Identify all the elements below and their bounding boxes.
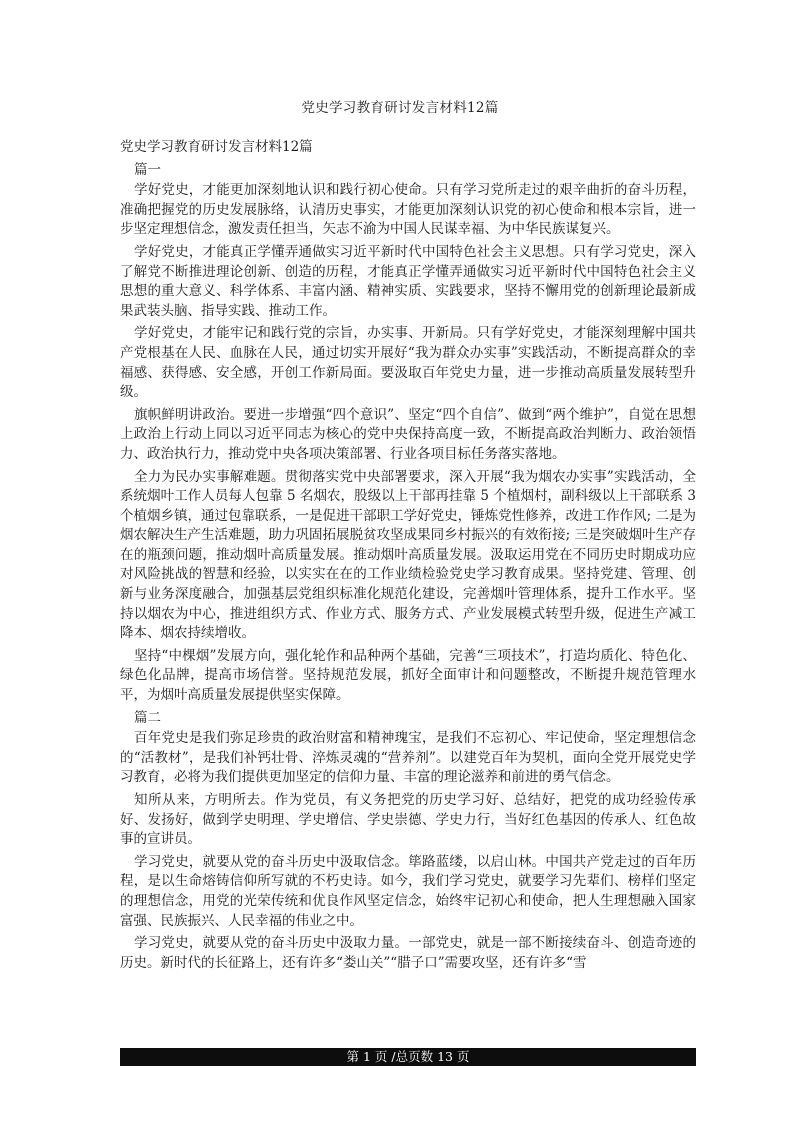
paragraph: 旗帜鲜明讲政治。要进一步增强“四个意识”、坚定“四个自信”、做到“两个维护”，自觉在思想上政治上行动上同以习近平同志为核心的党中央保持高度一致，不断提高政治判断力、政治领悟力、政治执行力，推动党中央各项决策部署、行业各项目标任务落实落地。 [120,406,696,462]
paragraph: 知所从来，方明所去。作为党员，有义务把党的历史学习好、总结好，把党的成功经验传承好、发扬好，做到学史明理、学史增信、学史崇德、学史力行，当好红色基因的传承人、红色故事的宣讲员。 [120,792,696,848]
document-body [120,138,696,976]
paragraph: 学习党史，就要从党的奋斗历史中汲取信念。筚路蓝缕，以启山林。中国共产党走过的百年历程，是以生命熔铸信仰所写就的不朽史诗。如今，我们学习党史，就要学习先辈们、榜样们坚定的理想信念，用党的光荣传统和优良作风坚定信念，始终牢记初心和使命，把人生理想融入国家富强、民族振兴、人民幸福的伟业之中。 [120,853,696,929]
paragraph: 学好党史，才能牢记和践行党的宗旨，办实事、开新局。只有学好党史，才能深刻理解中国共产党根基在人民、血脉在人民，通过切实开展好“我为群众办实事”实践活动，不断提高群众的幸福感、获得感、安全感，开创工作新局面。要汲取百年党史力量，进一步推动高质量发展转型升级。 [120,325,696,401]
paragraph: 全力为民办实事解难题。贯彻落实党中央部署要求，深入开展“我为烟农办实事”实践活动，全系统烟叶工作人员每人包靠 5 名烟农，股级以上干部再挂靠 5 个植烟村，副科级以上干部联系 3 个植烟乡镇，通过包靠联系，一是促进干部职工学好党史，锤炼党性修养，改进工作作风; 二是为烟农解决生产生活难题，助力巩固拓展脱贫攻坚成果同乡村振兴的有效衔接; 三是突破烟叶生产存在的瓶颈问题，推动烟叶高质量发展。推动烟叶高质量发展。汲取运用党在不同历史时期成功应对风险挑战的智慧和经验，以实实在在的工作业绩检验党史学习教育成果。坚持党建、管理、创新与业务深度融合，加强基层党组织标准化规范化建设，完善烟叶管理体系，提升工作水平。坚持以烟农为中心，推进组织方式、作业方式、服务方式、产业发展模式转型升级，促进生产减工降本、烟农持续增收。 [120,468,696,642]
paragraph: 坚持“中棵烟”发展方向，强化轮作和品种两个基础，完善“三项技术”，打造均质化、特色化、绿色化品牌，提高市场信誉。坚持规范发展，抓好全面审计和问题整改，不断提升规范管理水平，为烟叶高质量发展提供坚实保障。 [120,647,696,704]
page-footer: 第 1 页 /总页数 13 页 [120,1048,696,1066]
paragraph: 学习党史，就要从党的奋斗历史中汲取力量。一部党史，就是一部不断接续奋斗、创造奇迹的历史。新时代的长征路上，还有许多“娄山关”“腊子口”需要攻坚，还有许多“雪 [120,935,696,971]
paragraph: 学好党史，才能更加深刻地认识和践行初心使命。只有学习党所走过的艰辛曲折的奋斗历程，准确把握党的历史发展脉络，认清历史事实，才能更加深刻认识党的初心使命和根本宗旨，进一步坚定理想信念，激发责任担当，矢志不渝为中国人民谋幸福、为中华民族谋复兴。 [120,182,696,238]
document-subtitle: 党史学习教育研讨发言材料12篇 [120,139,313,155]
section-heading: 篇一 [134,161,161,178]
paragraph: 百年党史是我们弥足珍贵的政治财富和精神瑰宝，是我们不忘初心、牢记使命，坚定理想信念的“活教材”，是我们补钙壮骨、淬炼灵魂的“营养剂”。以建党百年为契机，面向全党开展党史学习教育，必将为我们提供更加坚定的信仰力量、丰富的理论滋养和前进的勇气信念。 [120,730,696,786]
paragraph: 学好党史，才能真正学懂弄通做实习近平新时代中国特色社会主义思想。只有学习党史，深入了解党不断推进理论创新、创造的历程，才能真正学懂弄通做实习近平新时代中国特色社会主义思想的重大意义、科学体系、丰富内涵、精神实质、实践要求，坚持不懈用党的创新理论最新成果武装头脑、指导实践、推动工作。 [120,243,696,319]
page-title: 党史学习教育研讨发言材料12篇 [301,100,499,116]
section-heading: 篇二 [134,709,161,726]
